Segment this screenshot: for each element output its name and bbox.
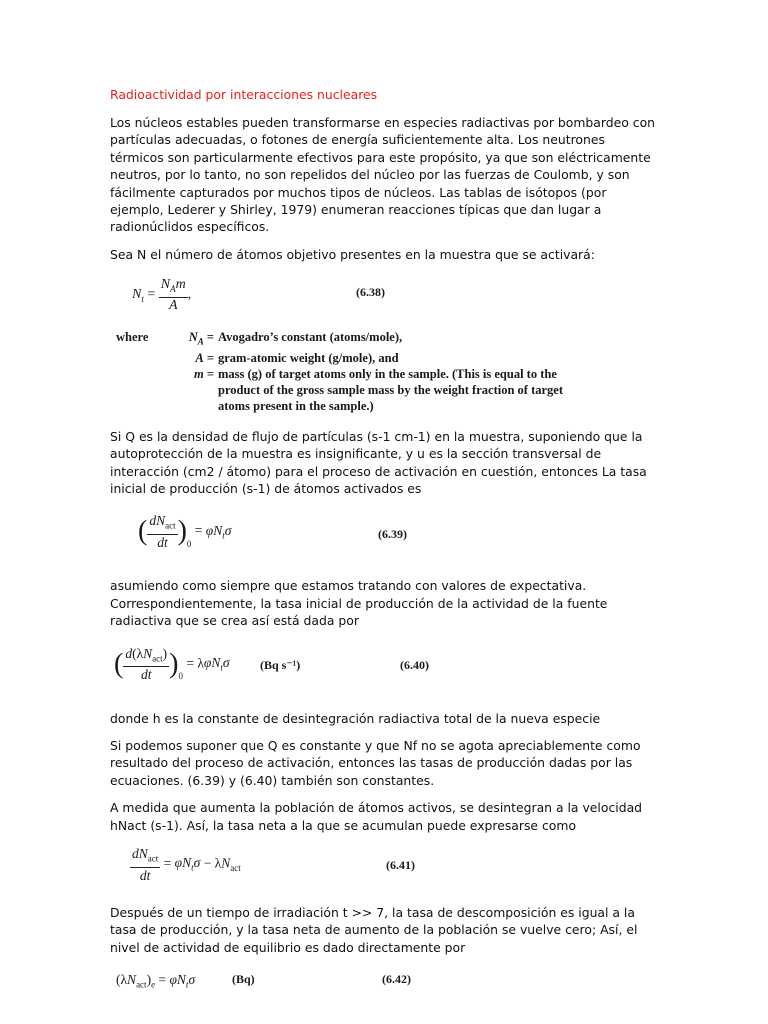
paragraph-flux-density: Si Q es la densidad de flujo de partículas (s-1 cm-1) en la muestra, suponiendo que la autoprotección de la muestra es insignificante, y u es la sección transversal de interacción (cm2 / átomo) para el proceso de activación en cuestión, entonces La tasa inicial de producción (s-1) de átomos activados es bbox=[110, 428, 647, 496]
equation-unit: (Bq s⁻¹) bbox=[260, 657, 301, 672]
paragraph-target-atoms: Sea N el número de átomos objetivo presentes en la muestra que se activará: bbox=[110, 246, 595, 262]
where-label: where bbox=[116, 330, 149, 345]
section-heading: Radioactividad por interacciones nucleares bbox=[110, 87, 378, 102]
equation-6-40: ( $\frac{d(\lambda N_{act})}{dt}$ )$_0 = \lambda\varphi N_t\sigma$ (Bq s⁻¹) (6.40) bbox=[114, 645, 429, 683]
definition-avogadro: Avogadro’s constant (atoms/mole), bbox=[218, 330, 403, 345]
equation-number: (6.38) bbox=[356, 285, 385, 300]
definition-mass: mass (g) of target atoms only in the sample. (This is equal to the product of the gross sample mass by the weight fraction of target atoms present in the sample.) bbox=[218, 366, 563, 413]
paragraph-intro: Los núcleos estables pueden transformarse en especies radiactivas por bombardeo con partículas adecuadas, o fotones de energía suficientemente alta. Los neutrones térmicos son particularmente efectivos para este propósito, ya que son eléctricamente neutros, por lo tanto, no son repelidos del núcleo por las fuerzas de Coulomb, y son fácilmente capturados por muchos tipos de núcleos. Las tablas de isótopos (por ejemplo, Lederer y Shirley, 1979) enumeran reacciones típicas que dan lugar a radionúclidos específicos. bbox=[110, 115, 655, 235]
equation-6-38: $N_t$ = $\frac{N_Am}{A}$ , (6.38) bbox=[132, 277, 385, 314]
document-body bbox=[110, 86, 662, 996]
equation-6-42: $(\lambda N_{act})_e = \varphi N_t\sigma$ (Bq) (6.42) bbox=[116, 972, 411, 990]
paragraph-population: A medida que aumenta la población de átomos activos, se desintegran a la velocidad hNact (s-1). Así, la tasa neta a la que se acumulan puede expresarse como bbox=[110, 800, 643, 833]
equation-number: (6.40) bbox=[400, 657, 429, 672]
equation-number: (6.39) bbox=[378, 527, 407, 542]
equation-number: (6.41) bbox=[386, 858, 415, 873]
paragraph-decay-constant: donde h es la constante de desintegración radiactiva total de la nueva especie bbox=[110, 710, 601, 726]
equation-number: (6.42) bbox=[382, 972, 411, 987]
paragraph-constant-flux: Si podemos suponer que Q es constante y que Nf no se agota apreciablemente como resultado del proceso de activación, entonces las tasas de producción dadas por las ecuaciones. (6.39) y (6.40) también son constantes. bbox=[110, 738, 641, 788]
equation-6-41: $\frac{dN_{act}}{dt}$ = $\varphi N_t\sigma - \lambda N_{act}$ (6.41) bbox=[132, 846, 415, 883]
equation-6-39: ( $\frac{dN_{act}}{dt}$ )$_0 = \varphi N_t\sigma$ (6.39) bbox=[138, 513, 407, 551]
paragraph-equilibrium: Después de un tiempo de irradiación t >> 7, la tasa de descomposición es igual a la tasa de producción, y la tasa neta de aumento de la población se vuelve cero; Así, el nivel de actividad de equilibrio es dado directamente por bbox=[110, 905, 638, 955]
equation-6-38-definitions: where $N_A$ = Avogadro’s constant (atoms/mole), A = gram-atomic weight (g/mole), and m = mass (g) of target atoms only in the sample. (This is equal to the product of the gross sample mass by the weight fraction of target atoms present in the sample.) bbox=[116, 329, 576, 414]
definition-atomic-weight: gram-atomic weight (g/mole), and bbox=[218, 350, 399, 365]
equation-unit: (Bq) bbox=[232, 972, 255, 987]
paragraph-expectation: asumiendo como siempre que estamos tratando con valores de expectativa. Correspondientemente, la tasa inicial de producción de la actividad de la fuente radiactiva que se crea así está dada por bbox=[110, 578, 608, 629]
